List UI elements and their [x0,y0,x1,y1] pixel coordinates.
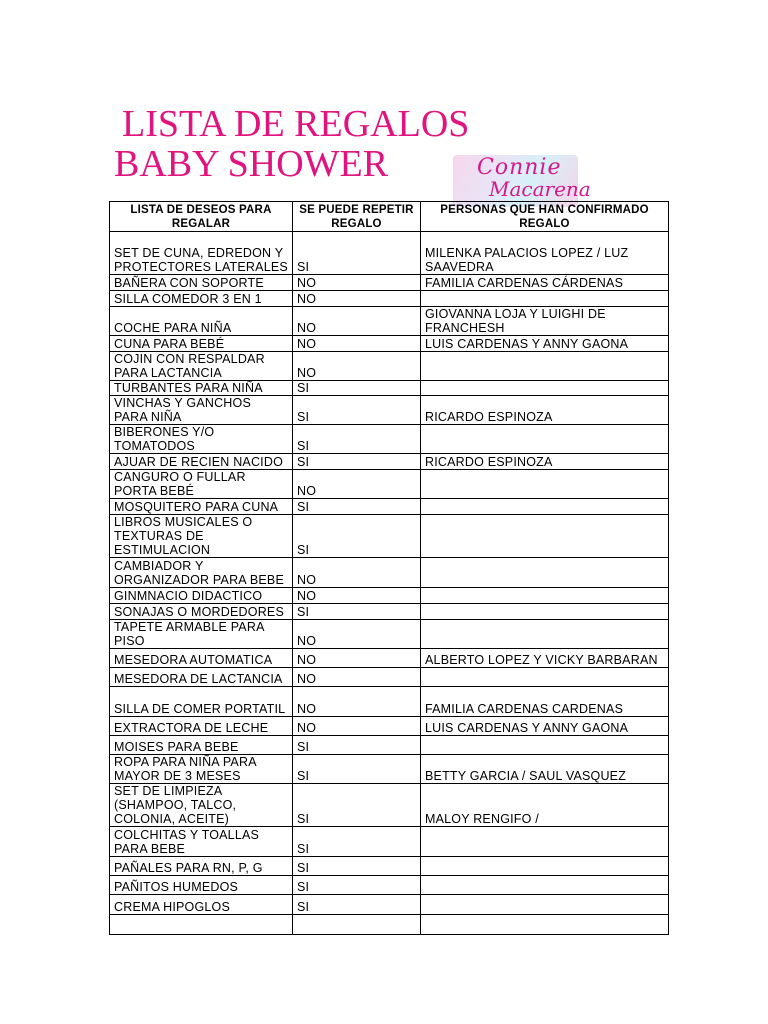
repeat-cell: NO [293,275,421,291]
repeat-cell: SI [293,876,421,895]
people-cell: RICARDO ESPINOZA [421,396,669,425]
gift-list-table [109,201,669,935]
repeat-cell: NO [293,649,421,668]
table-row [110,515,669,558]
table-row [110,827,669,857]
table-row [110,291,669,307]
gift-cell: SONAJAS O MORDEDORES [110,604,293,620]
repeat-cell: SI [293,499,421,515]
gift-cell: MESEDORA DE LACTANCIA [110,668,293,687]
table-row [110,396,669,425]
table-body [110,232,669,935]
people-cell [421,857,669,876]
repeat-cell: SI [293,381,421,396]
people-cell [421,604,669,620]
repeat-cell: SI [293,232,421,275]
gift-cell: LIBROS MUSICALES O TEXTURAS DE ESTIMULACION [110,515,293,558]
table-row [110,336,669,352]
repeat-cell: SI [293,755,421,784]
gift-cell: MESEDORA AUTOMATICA [110,649,293,668]
table-row [110,604,669,620]
people-cell: LUIS CARDENAS Y ANNY GAONA [421,717,669,736]
people-cell: MILENKA PALACIOS LOPEZ / LUZ SAAVEDRA [421,232,669,275]
people-cell [421,381,669,396]
gift-cell: COLCHITAS Y TOALLAS PARA BEBE [110,827,293,857]
table-row [110,620,669,649]
repeat-cell: NO [293,558,421,588]
table-row [110,649,669,668]
table-row [110,736,669,755]
gift-cell: AJUAR DE RECIEN NACIDO [110,454,293,470]
table-row [110,232,669,275]
table-row [110,857,669,876]
people-cell: MALOY RENGIFO / [421,784,669,827]
repeat-cell: NO [293,336,421,352]
people-cell: FAMILIA CARDENAS CARDENAS [421,687,669,717]
table-row [110,784,669,827]
brand-logo [453,155,591,207]
repeat-cell: SI [293,425,421,454]
gift-cell: SILLA COMEDOR 3 EN 1 [110,291,293,307]
repeat-cell: NO [293,620,421,649]
repeat-cell: NO [293,470,421,499]
people-cell [421,499,669,515]
table-row [110,425,669,454]
table-row [110,352,669,381]
people-cell: RICARDO ESPINOZA [421,454,669,470]
gift-cell: TURBANTES PARA NIÑA [110,381,293,396]
repeat-cell: SI [293,454,421,470]
people-cell [421,876,669,895]
repeat-cell: SI [293,396,421,425]
repeat-cell: SI [293,895,421,915]
repeat-cell: NO [293,717,421,736]
title-line-1: LISTA DE REGALOS [122,103,470,145]
repeat-cell: SI [293,736,421,755]
people-cell [421,588,669,604]
repeat-cell: SI [293,784,421,827]
table-header-row [110,202,669,232]
repeat-cell: NO [293,307,421,336]
people-cell [421,291,669,307]
people-cell [421,425,669,454]
header-repeat: SE PUEDE REPETIR REGALO [293,202,421,232]
people-cell [421,620,669,649]
gift-cell: PAÑALES PARA RN, P, G [110,857,293,876]
logo-text-1: Connie [477,155,562,180]
gift-cell: GINMNACIO DIDACTICO [110,588,293,604]
people-cell: ALBERTO LOPEZ Y VICKY BARBARAN [421,649,669,668]
repeat-cell: NO [293,291,421,307]
people-cell: GIOVANNA LOJA Y LUIGHI DE FRANCHESH [421,307,669,336]
gift-cell: TAPETE ARMABLE PARA PISO [110,620,293,649]
repeat-cell: NO [293,352,421,381]
gift-cell: MOISES PARA BEBE [110,736,293,755]
gift-cell: CUNA PARA BEBÉ [110,336,293,352]
table-row [110,588,669,604]
table-row [110,499,669,515]
people-cell: BETTY GARCIA / SAUL VASQUEZ [421,755,669,784]
repeat-cell: NO [293,687,421,717]
people-cell [421,915,669,935]
logo-text-2: Macarena [489,177,591,201]
table-row [110,558,669,588]
gift-cell: ROPA PARA NIÑA PARA MAYOR DE 3 MESES [110,755,293,784]
table-row [110,307,669,336]
gift-cell: COCHE PARA NIÑA [110,307,293,336]
people-cell [421,736,669,755]
gift-cell: COJIN CON RESPALDAR PARA LACTANCIA [110,352,293,381]
gift-cell: EXTRACTORA DE LECHE [110,717,293,736]
people-cell [421,668,669,687]
repeat-cell: NO [293,668,421,687]
repeat-cell: SI [293,827,421,857]
gift-cell: SET DE CUNA, EDREDON Y PROTECTORES LATERALES [110,232,293,275]
table-row [110,381,669,396]
table-row [110,717,669,736]
gift-cell: SILLA DE COMER PORTATIL [110,687,293,717]
gift-cell: BIBERONES Y/O TOMATODOS [110,425,293,454]
table-row [110,275,669,291]
people-cell [421,470,669,499]
gift-cell: CAMBIADOR Y ORGANIZADOR PARA BEBE [110,558,293,588]
gift-cell: BAÑERA CON SOPORTE [110,275,293,291]
table-row [110,876,669,895]
gift-cell: PAÑITOS HUMEDOS [110,876,293,895]
table-row [110,755,669,784]
people-cell [421,827,669,857]
repeat-cell: SI [293,604,421,620]
gift-cell: SET DE LIMPIEZA (SHAMPOO, TALCO, COLONIA, ACEITE) [110,784,293,827]
repeat-cell: NO [293,588,421,604]
repeat-cell: SI [293,857,421,876]
repeat-cell: SI [293,515,421,558]
table-row [110,454,669,470]
table-row [110,470,669,499]
gift-cell: CANGURO O FULLAR PORTA BEBÉ [110,470,293,499]
gift-cell: CREMA HIPOGLOS [110,895,293,915]
title-line-2: BABY SHOWER [114,143,389,185]
gift-cell: MOSQUITERO PARA CUNA [110,499,293,515]
people-cell: LUIS CARDENAS Y ANNY GAONA [421,336,669,352]
table-row [110,668,669,687]
people-cell [421,352,669,381]
people-cell: FAMILIA CARDENAS CÁRDENAS [421,275,669,291]
repeat-cell [293,915,421,935]
header-gift: LISTA DE DESEOS PARA REGALAR [110,202,293,232]
gift-cell: VINCHAS Y GANCHOS PARA NIÑA [110,396,293,425]
header-people: PERSONAS QUE HAN CONFIRMADO REGALO [421,202,669,232]
people-cell [421,895,669,915]
table-row [110,895,669,915]
page-title [114,104,469,184]
gift-cell [110,915,293,935]
people-cell [421,515,669,558]
table-row [110,687,669,717]
table-row [110,915,669,935]
people-cell [421,558,669,588]
